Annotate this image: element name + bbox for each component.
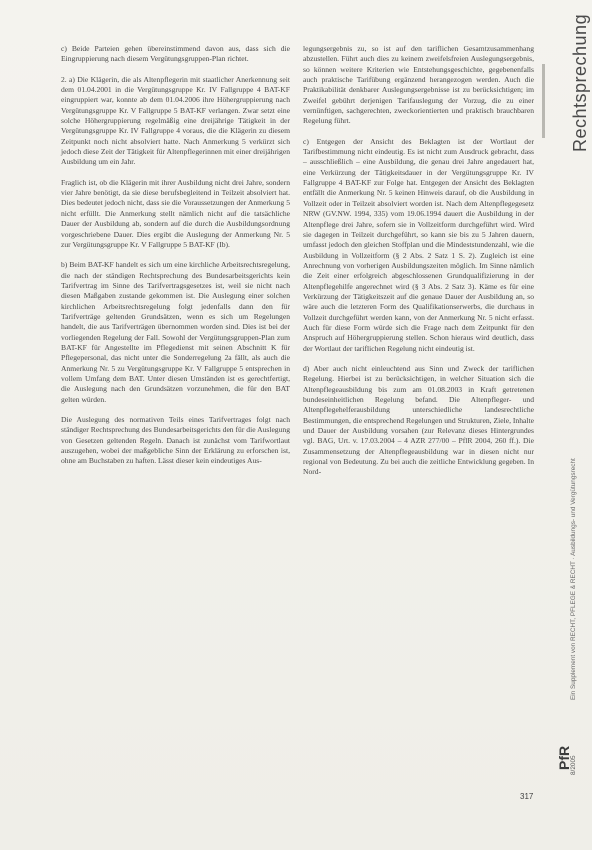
paragraph: c) Beide Parteien gehen übereinstimmend davon aus, dass sich die Eingruppierung nach diesem Vergütungsgruppen-Plan richtet.: [61, 44, 290, 64]
paragraph: c) Entgegen der Ansicht des Beklagten ist der Wortlaut der Tarifbestimmung nicht eindeutig. Es ist nicht zum Ausdruck gebracht, dass – ausschließlich – eine Ausbildung, die genau drei Jahre angedauert hat, eine Verkürzung der Tätigkeitsdauer in der Vergütungsgruppe Kr. IV Fallgruppe 4 BAT-KF zur Folge hat. Entgegen der Ansicht des Beklagten entfällt die Anmerkung Nr. 5 keinen Hinweis darauf, ob die Ausbildung in Vollzeit oder in Teilzeit absolviert worden ist. Nach dem Altenpflegegesetz NRW (GV.NW. 1994, 335) vom 19.06.1994 dauert die Ausbildung in der Altenpflege drei Jahre, sofern sie in Vollzeitform durchgeführt wird. Wird sie dagegen in Teilzeit durchgeführt, so kann sie bis zu 5 Jahren dauern, umfasst jedoch den gleichen Stoffplan und die Mindeststundenzahl, wie die Ausbildung in Vollzeitform (§ 2 Abs. 2 Satz 1 S. 2). Zugleich ist eine Anrechnung von vorherigen Ausbildungszeiten möglich. Im Sinne nämlich die Zeit einer erfolgreich abgeschlossenen Grundqualifizierung in der Altenpflegehilfe angerechnet wird (§ 3 Abs. 2 Satz 3). Käme es für eine Verkürzung der Tätigkeitszeit auf die genaue Dauer der Ausbildung an, so wäre auch die letzteren Form des Qualifikationserwerbs, die durchaus in Vollzeit durchgeführt werden kann, von der Anmerkung Nr. 5 nicht erfasst. Auch für diese Form würde sich die Frage nach dem Zeitpunkt für den Anspruch auf Höhergruppierung stellen. Schon hieraus wird deutlich, dass der Wortlaut der tariflichen Regelung nicht eindeutig ist.: [303, 136, 534, 353]
supplement-note: Ein Supplement von RECHT, PFLEGE & RECHT · Ausbildungs- und Vergütungsrecht: [570, 458, 577, 700]
paragraph: Fraglich ist, ob die Klägerin mit ihrer Ausbildung nicht drei Jahre, sondern vier Jahre benötigt, da sie diese berufsbegleitend in Teilzeit absolviert hat. Dies bedeutet jedoch nicht, dass sie die Voraussetzungen der Anmerkung 5 nicht erfüllt. Die Anmerkung stellt nämlich nicht auf die tatsächliche Dauer der Ausbildung ab, sondern auf die durch die Ausbildungsordnung vorgeschriebene Dauer. Dies ergibt die Auslegung der Anmerkung Nr. 5 zur Vergütungsgruppe Kr. V Fallgruppe 5 BAT-KF (Ib).: [61, 177, 290, 249]
left-column: [61, 44, 290, 477]
issue-number: 8/2005: [570, 755, 577, 775]
paragraph: legungsergebnis zu, so ist auf den tariflichen Gesamtzusammenhang abzustellen. Führt auch dies zu keinem zweifelsfreien Auslegungsergebnis, so können weitere Kriterien wie Entstehungsgeschichte, gegebenenfalls auch praktische Tarifübung ergänzend herangezogen werden. Auch die Praktikabilität denkbarer Auslegungsergebnisse ist zu berücksichtigen; im Zweifel gebührt derjenigen Tarifauslegung der Vorzug, die zu einer vernünftigen, sachgerechten, zweckorientierten und praktisch brauchbaren Regelung führt.: [303, 44, 534, 126]
section-title: Rechtsprechung: [570, 13, 590, 152]
right-column: [303, 44, 534, 488]
journal-logo: PfR: [556, 745, 572, 770]
paragraph: d) Aber auch nicht einleuchtend aus Sinn und Zweck der tariflichen Regelung. Hierbei ist zu berücksichtigen, in welcher Situation sich die Altenpflegeausbildung bis zum am 01.08.2003 in Kraft getretenen bundeseinheitlichen Regelung befand. Die Altenpfleger- und Altenpflegehelferausbildung unterschiedliche landesrechtliche Bestimmungen, die entsprechend Regelungen und Strukturen, Ziele, Inhalte und Dauer der Ausbildung vorsahen (zur Relevanz dieses Hintergrundes vgl. BAG, Urt. v. 17.03.2004 – 4 AZR 277/00 – PflR 2004, 260 ff.). Die Zusammensetzung der Altenpflegeausbildung war in diesen nicht nur regional von Bedeutung. Zu bei auch die zeitliche Entwicklung gegeben. In Nord-: [303, 363, 534, 477]
section-marker-bar: [542, 64, 545, 138]
paragraph: 2. a) Die Klägerin, die als Altenpflegerin mit staatlicher Anerkennung seit dem 01.04.2001 in die Vergütungsgruppe Kr. IV Fallgruppe 4 BAT-KF eingruppiert war, konnte ab dem 01.04.2006 ihre Höhergruppierung nach Vergütungsgruppe Kr. V Fallgruppe 5 BAT-KF verlangen. Zwar setzt eine solche Höhergruppierung regelmäßig eine dreijährige Tätigkeit in der Vergütungsgruppe Kr. IV Fallgruppe 4 voraus, die die Klägerin zu diesem Zeitpunkt noch nicht absolviert hatte. Nach Anmerkung 5 verkürzt sich jedoch diese Zeit der Tätigkeit für Altenpflegerinnen mit einer dreijährigen Ausbildung um ein Jahr.: [61, 74, 290, 167]
paragraph: b) Beim BAT-KF handelt es sich um eine kirchliche Arbeitsrechtsregelung, die nach der ständigen Rechtsprechung des Bundesarbeitsgerichts kein Tarifvertrag im Sinne des Tarifvertragsgesetzes ist, weil sie nicht nach diesen Maßgaben zustande gekommen ist. Die Auslegung einer solchen kirchlichen Arbeitsrechtsregelung folgt jedenfalls dann den für Tarifverträge geltenden Grundsätzen, wenn es sich um Regelungen handelt, die aus Tarifverträgen übernommen worden sind. Dies ist bei der vorliegenden Regelung der Fall. Sowohl der Vergütungsgruppen-Plan zum BAT-KF für Angestellte im Pflegedienst mit seinen Abschnitt K für Pflegepersonal, das nicht unter die Sonderregelung 2a fällt, als auch die Anmerkung Nr. 5 zu Vergütungsgruppe Kr. V Fallgruppe 5 entsprechen in vollem Umfang dem BAT. Unter diesen Umständen ist es gerechtfertigt, die Auslegung nach den Grundsätzen vorzunehmen, die für den BAT gelten würden.: [61, 260, 290, 404]
paragraph: Die Auslegung des normativen Teils eines Tarifvertrages folgt nach ständiger Rechtsprechung des Bundesarbeitsgerichts den für die Auslegung von Gesetzen geltenden Regeln. Danach ist zunächst vom Tarifwortlaut auszugehen, wobei der maßgebliche Sinn der Erklärung zu erforschen ist, ohne am Buchstaben zu haften. Lässt dieser kein eindeutiges Aus-: [61, 415, 290, 466]
page-number: 317: [520, 792, 534, 801]
